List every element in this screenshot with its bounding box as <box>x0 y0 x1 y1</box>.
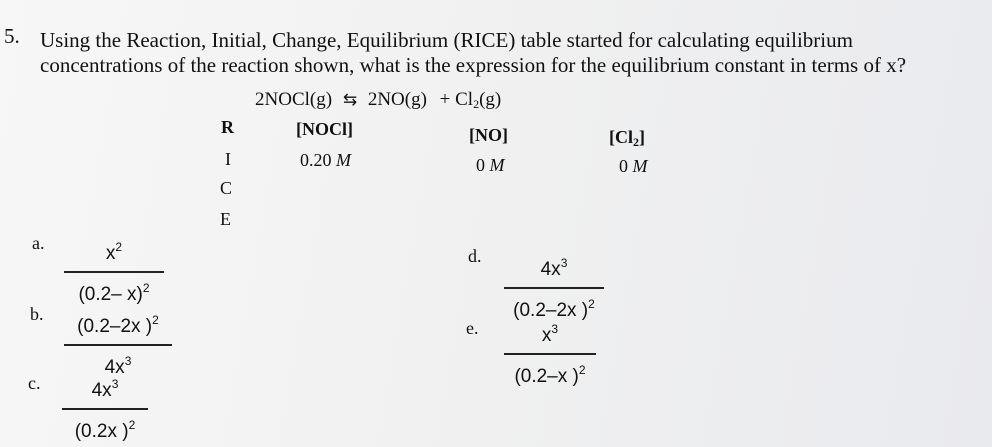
rice-row-i: I <box>225 149 231 169</box>
reaction-equation <box>255 89 501 112</box>
option-d-denominator: (0.2–2x )$^2$ <box>513 296 595 321</box>
initial-cl2: 0 M <box>619 156 648 176</box>
rice-row-r: R <box>221 117 234 137</box>
option-b-numerator: (0.2–2x )$^2$ <box>77 313 159 337</box>
header-cl2: $[Cl_2]$ <box>609 127 645 149</box>
option-c-numerator: $4x^3$ <box>91 377 119 401</box>
option-d-fraction[interactable] <box>504 252 604 322</box>
option-d-label: d. <box>468 246 482 266</box>
option-c-fraction[interactable] <box>62 373 148 443</box>
fraction-bar <box>504 353 596 355</box>
product-cl2: + $Cl_2(g)$ <box>439 89 502 111</box>
option-a-denominator: (0.2– x)$^2$ <box>78 280 150 305</box>
option-c-denominator: (0.2x )$^2$ <box>74 417 136 442</box>
option-d-numerator: $4x^3$ <box>540 256 568 280</box>
option-e-denominator: (0.2–x )$^2$ <box>514 362 586 387</box>
header-no: [NO] <box>469 125 508 145</box>
option-a-numerator: $x^2$ <box>105 240 123 264</box>
fraction-bar <box>62 408 148 410</box>
option-a-label: a. <box>32 233 45 253</box>
fraction-bar <box>64 344 172 346</box>
question-line-2: concentrations of the reaction shown, what is the expression for the equilibrium constant in terms of x? <box>40 53 907 77</box>
option-c-label: c. <box>28 373 41 393</box>
option-b-denominator: $4x^3$ <box>104 353 132 378</box>
rice-row-e: E <box>220 209 231 229</box>
equilibrium-arrow-icon: ⇆ <box>342 90 358 110</box>
header-nocl: [NOCl] <box>296 119 353 139</box>
question-line-1: Using the Reaction, Initial, Change, Equilibrium (RICE) table started for calculating equilibrium <box>40 28 853 52</box>
option-e-numerator: $x^3$ <box>541 322 559 346</box>
option-e-label: e. <box>466 318 479 338</box>
option-a-fraction[interactable] <box>64 236 164 306</box>
initial-no: 0 M <box>476 155 505 175</box>
option-b-fraction[interactable] <box>64 309 172 379</box>
fraction-bar <box>64 271 164 273</box>
initial-nocl: 0.20 M <box>300 150 351 170</box>
product-no: 2NO(g) <box>367 89 427 110</box>
fraction-bar <box>504 287 604 289</box>
reactant-nocl: 2NOCl(g) <box>255 89 333 110</box>
question-number: 5. <box>4 24 20 48</box>
rice-row-c: C <box>220 178 233 198</box>
option-e-fraction[interactable] <box>504 318 596 388</box>
option-b-label: b. <box>30 304 44 324</box>
